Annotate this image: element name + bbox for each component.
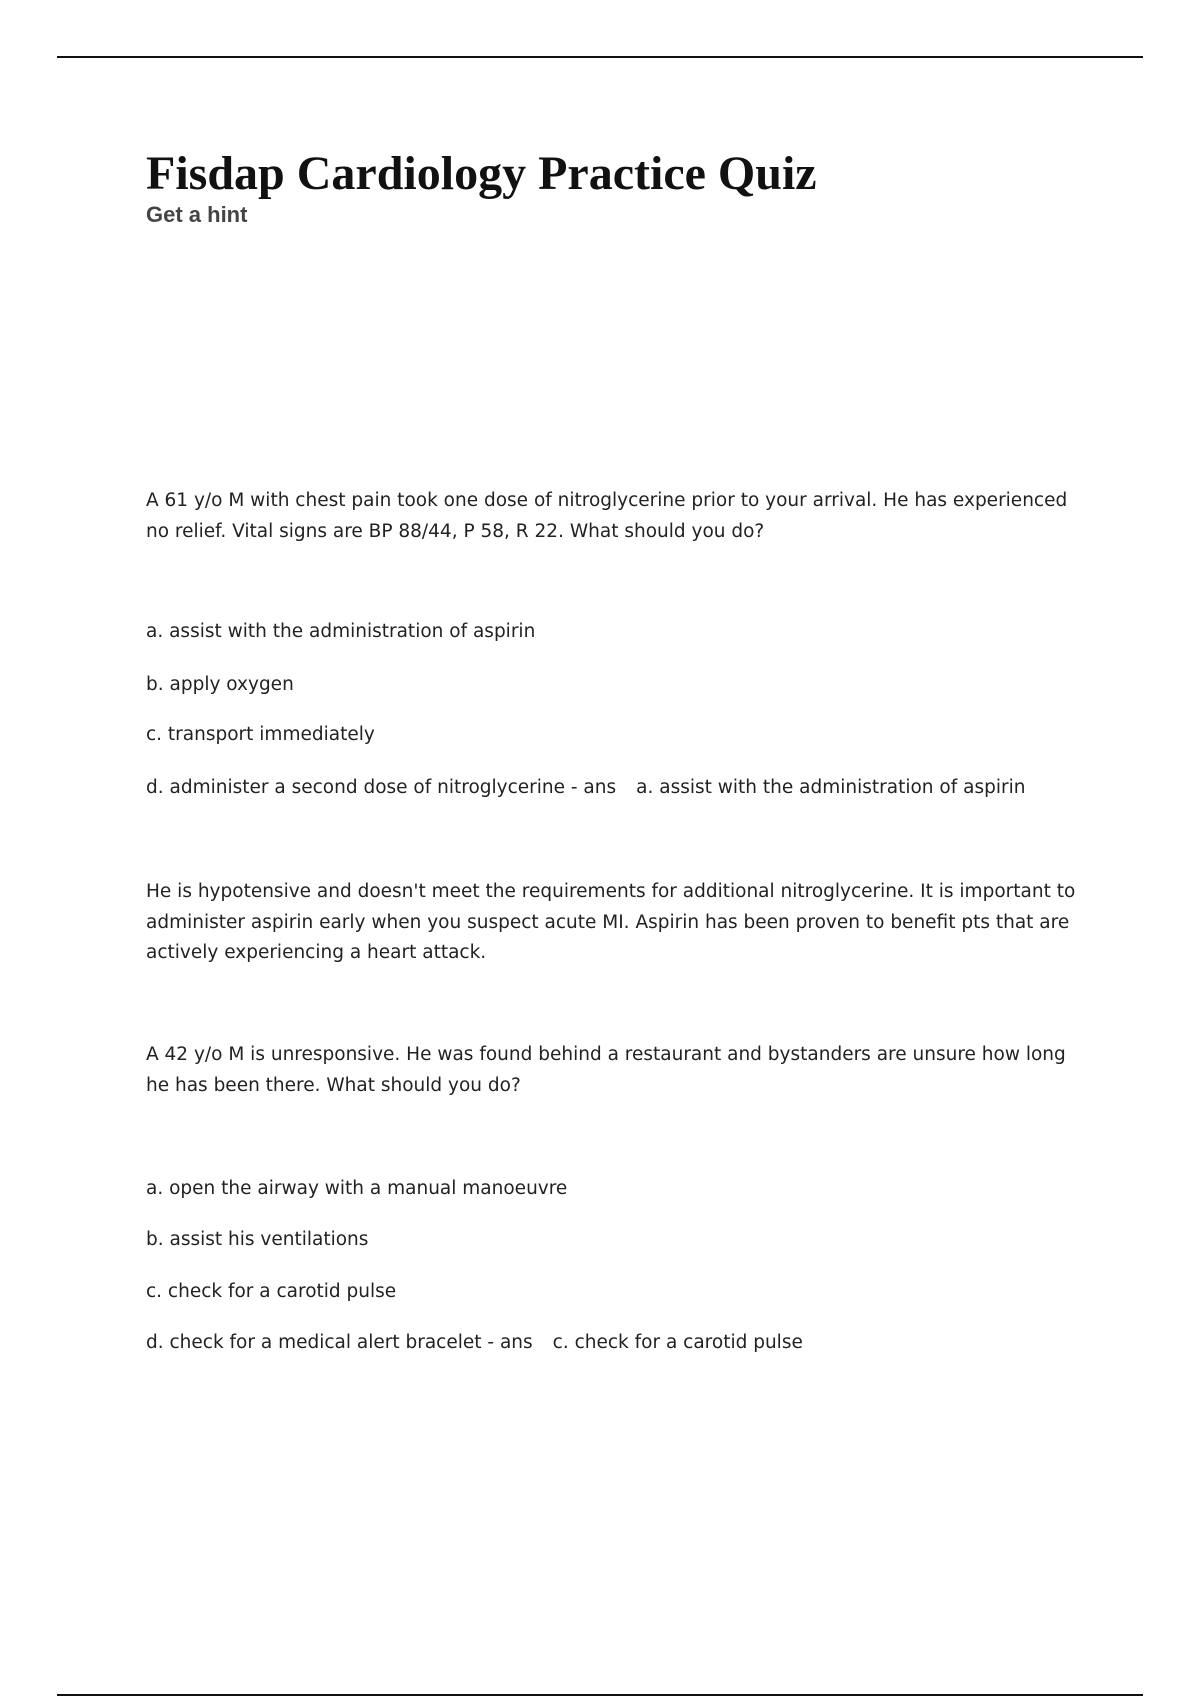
- question-1-text: A 61 y/o M with chest pain took one dose of nitroglycerine prior to your arrival. He has experienced no relief. Vital signs are BP 88/44, P 58, R 22. What should you do?: [146, 490, 1068, 542]
- question-1-option-d: d. administer a second dose of nitroglycerine - ans: [146, 777, 617, 798]
- question-2-option-d: d. check for a medical alert bracelet - ans: [146, 1332, 533, 1353]
- question-2-option-c: c. check for a carotid pulse: [146, 1281, 397, 1302]
- page-title: Fisdap Cardiology Practice Quiz: [146, 147, 817, 200]
- question-1-option-b: b. apply oxygen: [146, 674, 294, 695]
- top-divider: [57, 56, 1143, 58]
- question-1-option-a: a. assist with the administration of aspirin: [146, 621, 536, 642]
- question-1-option-d-row: [146, 774, 1025, 802]
- question-1-explanation: He is hypotensive and doesn't meet the requirements for additional nitroglycerine. It is important to administer aspirin early when you suspect acute MI. Aspirin has been proven to benefit pts that are actively experiencing a heart attack.: [146, 881, 1076, 963]
- question-2-option-a: a. open the airway with a manual manoeuvre: [146, 1178, 568, 1199]
- bottom-divider: [57, 1694, 1143, 1696]
- question-2-answer: c. check for a carotid pulse: [552, 1332, 803, 1353]
- question-1-option-c: c. transport immediately: [146, 724, 375, 745]
- get-a-hint-link[interactable]: Get a hint: [146, 202, 248, 227]
- question-2-text: A 42 y/o M is unresponsive. He was found behind a restaurant and bystanders are unsure how long he has been there. What should you do?: [146, 1044, 1066, 1096]
- question-2-option-b: b. assist his ventilations: [146, 1229, 369, 1250]
- question-1-answer: a. assist with the administration of aspirin: [636, 777, 1026, 798]
- question-2-option-d-row: [146, 1329, 803, 1357]
